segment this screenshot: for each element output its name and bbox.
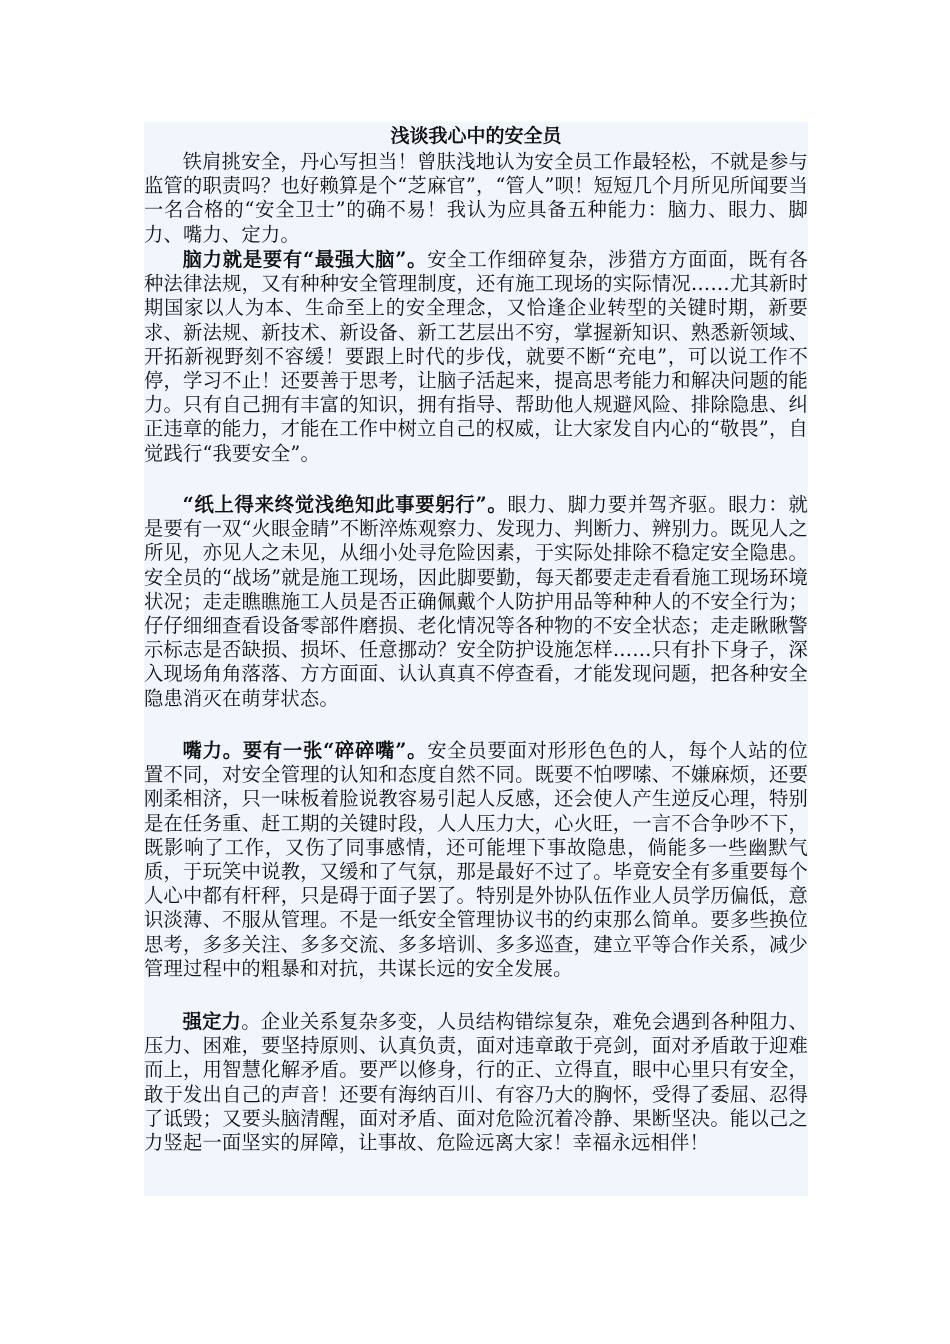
paragraph-body: 安全工作细碎复杂，涉猎方方面面，既有各种法律法规，又有种种安全管理制度，还有施工现场的实际情况……尤其新时期国家以人为本、生命至上的安全理念，又恰逢企业转型的关键时期，新要求、新法规、新技术、新设备、新工艺层出不穷，掌握新知识、熟悉新领域、开拓新视野刻不容缓！要跟上时代的步伐，就要不断“充电”，可以说工作不停，学习不止！还要善于思考，让脑子活起来，提高思考能力和解决问题的能力。只有自己拥有丰富的知识，拥有指导、帮助他人规避风险、排除隐患、纠正违章的能力，才能在工作中树立自己的权威，让大家发自内心的“敬畏”，自觉践行“我要安全”。 (144, 248, 808, 465)
paragraph-intro (144, 150, 808, 247)
paragraph-brain-power (144, 248, 808, 466)
paragraph-lead: “纸上得来终觉浅绝知此事要躬行”。 (182, 493, 508, 516)
document-title: 浅谈我心中的安全员 (390, 125, 562, 147)
paragraph-body: 眼力、脚力要并驾齐驱。眼力：就是要有一双“火眼金睛”不断淬炼观察力、发现力、判断力、辨别力。既见人之所见，亦见人之未见，从细小处寻危险因素，于实际处排除不稳定安全隐患。安全员的“战场”就是施工现场，因此脚要勤，每天都要走走看看施工现场环境状况；走走瞧瞧施工人员是否正确佩戴个人防护用品等种种人的不安全行为；仔仔细细查看设备零部件磨损、老化情况等各种物的不安全状态；走走瞅瞅警示标志是否缺损、损坏、任意挪动？安全防护设施怎样……只有扑下身子，深入现场角角落落、方方面面、认认真真不停查看，才能发现问题，把各种安全隐患消灭在萌芽状态。 (144, 493, 808, 710)
paragraph-lead: 脑力就是要有“最强大脑”。 (182, 248, 428, 271)
paragraph-body: 安全员要面对形形色色的人，每个人站的位置不同，对安全管理的认知和态度自然不同。既要不怕啰嗦、不嫌麻烦，还要刚柔相济，只一味板着脸说教容易引起人反感，还会使人产生逆反心理，特别是在任务重、赶工期的关键时段，人人压力大，心火旺，一言不合争吵不下，既影响了工作，又伤了同事感情，还可能埋下事故隐患，倘能多一些幽默气质，于玩笑中说教，又缓和了气氛，那是最好不过了。毕竟安全有多重要每个人心中都有杆秤，只是碍于面子罢了。特别是外协队伍作业人员学历偏低，意识淡薄、不服从管理。不是一纸安全管理协议书的约束那么简单。要多些换位思考，多多关注、多多交流、多多培训、多多巡查，建立平等合作关系，减少管理过程中的粗暴和对抗，共谋长远的安全发展。 (144, 739, 808, 980)
paragraph-eye-foot-power (144, 493, 808, 711)
paragraph-lead: 强定力 (182, 1010, 242, 1033)
paragraph-lead: 嘴力。要有一张“碎碎嘴”。 (182, 739, 428, 762)
paragraph-body: 。企业关系复杂多变，人员结构错综复杂，难免会遇到各种阻力、压力、困难，要坚持原则、认真负责，面对违章敢于亮剑，面对矛盾敢于迎难而上，用智慧化解矛盾。要严以修身，行的正、立得直，眼中心里只有安全，敢于发出自己的声音！还要有海纳百川、有容乃大的胸怀，受得了委屈、忍得了诋毁；又要头脑清醒，面对矛盾、面对危险沉着冷静、果断坚决。能以己之力竖起一面坚实的屏障，让事故、危险远离大家！幸福永远相伴！ (144, 1010, 808, 1155)
paragraph-body: 铁肩挑安全，丹心写担当！曾肤浅地认为安全员工作最轻松，不就是参与监管的职责吗？也好赖算是个“芝麻官”，“管人”呗！短短几个月所见所闻要当一名合格的“安全卫士”的确不易！我认为应具备五种能力：脑力、眼力、脚力、嘴力、定力。 (144, 150, 808, 246)
paragraph-mouth-power (144, 739, 808, 981)
paragraph-determination (144, 1010, 808, 1155)
